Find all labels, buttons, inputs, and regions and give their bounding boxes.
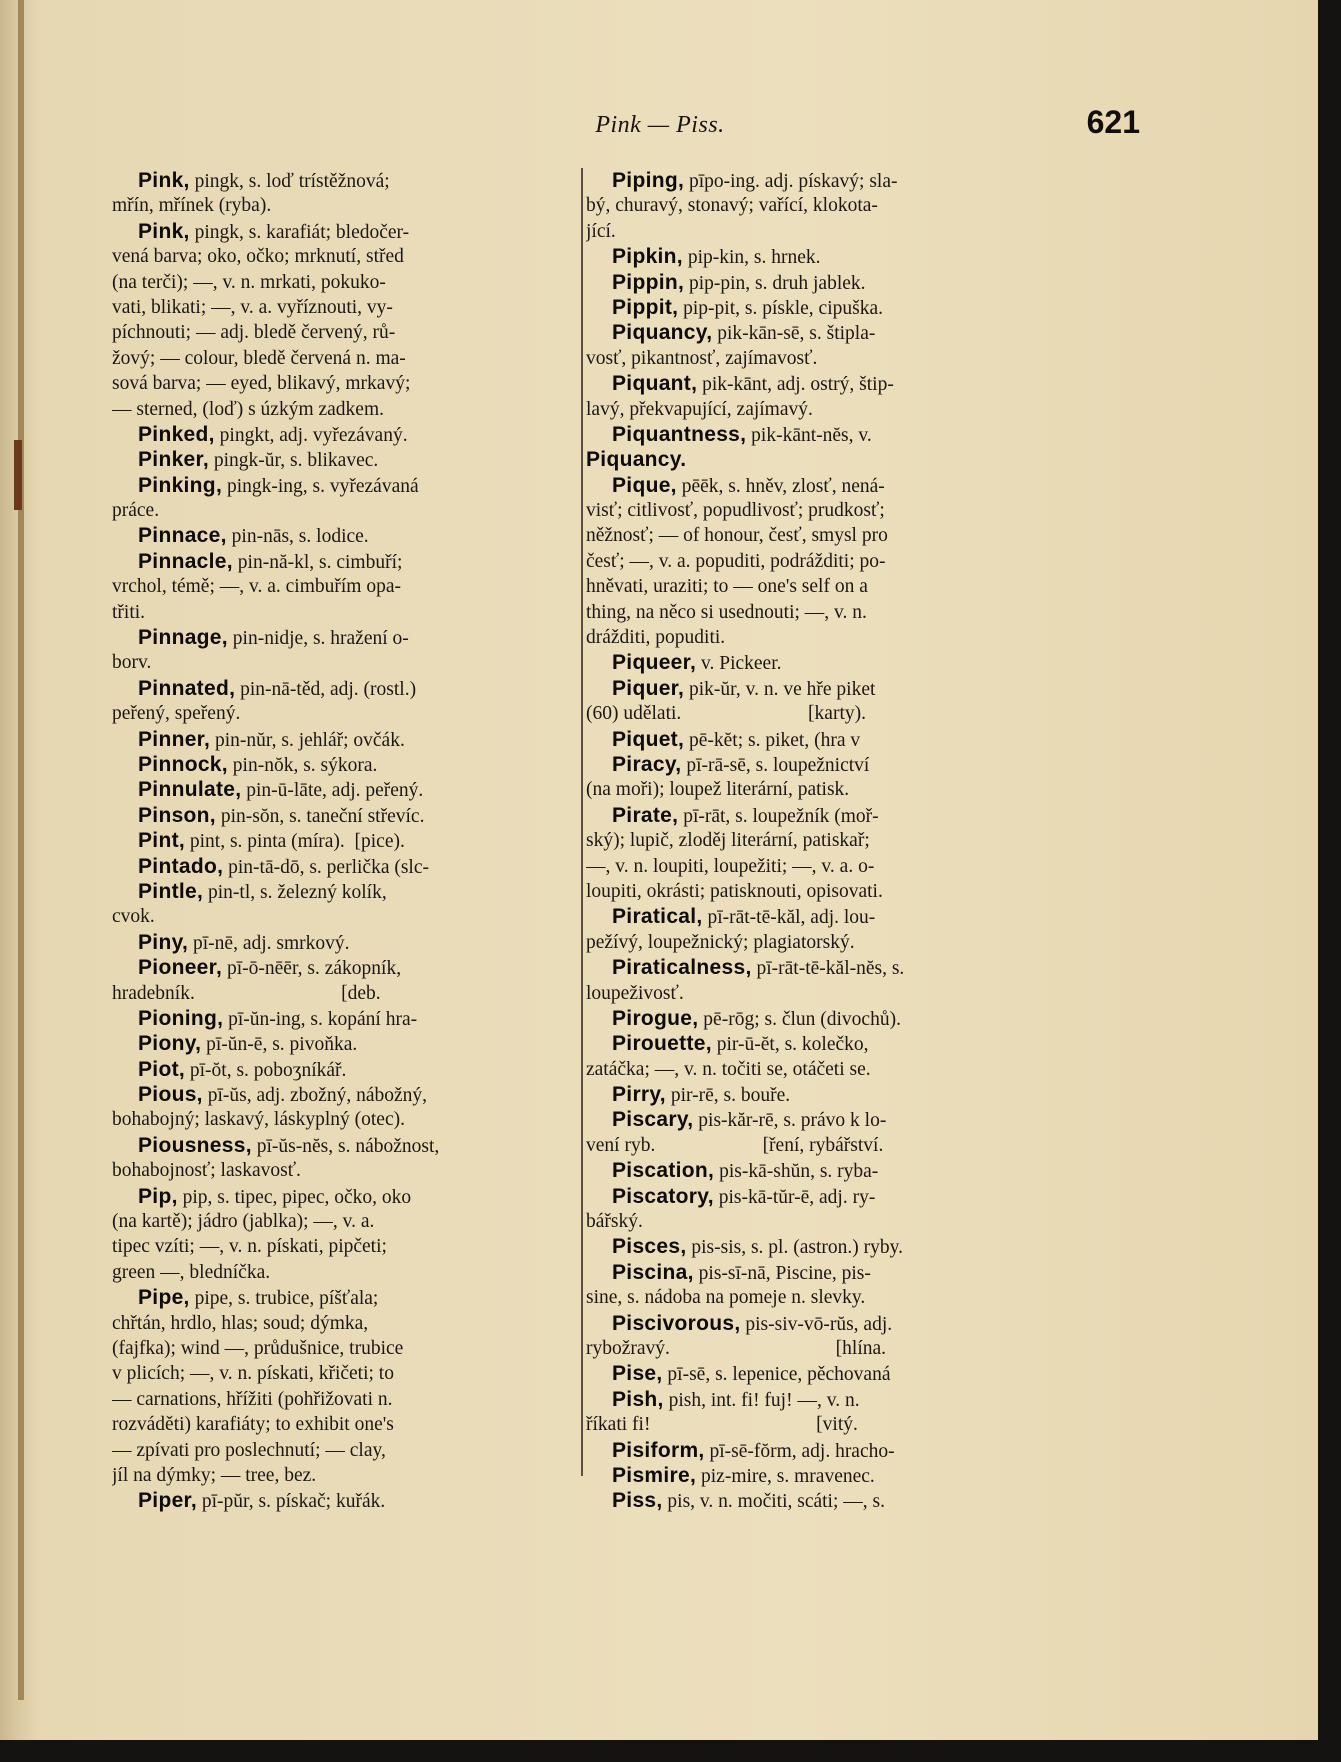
entry-text: (fajfka); wind —, průdušnice, trubice: [112, 1337, 404, 1359]
entry-text: pish, int. fi! fuj! —, v. n.: [663, 1389, 860, 1411]
entry-text: pī-rāt-tē-kăl, adj. lou-: [702, 907, 876, 929]
dictionary-entry-line: [112, 803, 578, 828]
entry-continuation-line: [586, 600, 1056, 625]
entry-text: píchnouti; — adj. bledě červený, rů-: [112, 322, 396, 344]
entry-text: pī-rā-sē, s. loupežnictví: [681, 754, 870, 776]
dictionary-entry-line: [586, 1107, 1056, 1132]
entry-text: žový; — colour, bledě červená n. ma-: [112, 347, 406, 369]
dictionary-entry-line: [112, 1057, 578, 1082]
headword: Pisces,: [612, 1235, 687, 1259]
headword: Piquant,: [612, 372, 698, 396]
dictionary-entry-line: [586, 1184, 1056, 1209]
headword: Pish,: [612, 1387, 664, 1411]
entry-text: rozváděti) karafiáty; to exhibit one's: [112, 1414, 394, 1436]
page-header: [140, 104, 1140, 144]
headword: Pintle,: [138, 879, 204, 903]
entry-continuation-line: [112, 1412, 578, 1437]
page-number: 621: [1086, 104, 1140, 140]
entry-text: (na kartě); jádro (jablka); —, v. a.: [112, 1211, 375, 1233]
dictionary-entry-line: [586, 168, 1056, 193]
entry-text: pik-kānt, adj. ostrý, štip-: [697, 374, 894, 396]
dictionary-entry-line: [586, 270, 1056, 295]
entry-continuation-line: [112, 1387, 578, 1412]
headword: Pique,: [612, 473, 677, 497]
entry-text: pē-rōg; s. člun (divochů).: [698, 1008, 901, 1030]
entry-text: pip-pit, s. pískle, cipuška.: [678, 297, 883, 319]
entry-text: pin-tl, s. železný kolík,: [203, 881, 387, 903]
dictionary-entry-line: [586, 447, 1056, 472]
dictionary-entry-line: [112, 219, 578, 244]
entry-text: tipec vzíti; —, v. n. pískati, pipčeti;: [112, 1236, 387, 1258]
dictionary-entry-line: [586, 320, 1056, 345]
headword: Piratical,: [612, 905, 703, 929]
entry-text: pint, s. pinta (míra). [pice).: [185, 831, 405, 853]
entry-continuation-line: [586, 777, 1056, 802]
entry-text: — sterned, (loď) s úzkým zadkem.: [112, 398, 384, 420]
dictionary-entry-line: [112, 473, 578, 498]
entry-text: vená barva; oko, očko; mrknutí, střed: [112, 246, 404, 268]
entry-text: pip, s. tipec, pipec, očko, oko: [177, 1186, 412, 1208]
entry-text: pin-nŭr, s. jehlář; ovčák.: [210, 729, 405, 751]
headword: Pinnacle,: [138, 549, 233, 573]
entry-continuation-line: [112, 701, 578, 726]
headword: Pip,: [138, 1184, 178, 1208]
headword: Piping,: [612, 169, 685, 192]
entry-text: v. Pickeer.: [696, 653, 782, 675]
dictionary-entry-line: [112, 549, 578, 574]
entry-continuation-line: [112, 346, 578, 371]
entry-continuation-line: [586, 397, 1056, 422]
entry-text: pis-kăr-rē, s. právo k lo-: [693, 1110, 887, 1132]
headword: Pipe,: [138, 1286, 190, 1310]
dictionary-entry-line: [586, 650, 1056, 675]
headword: Pinson,: [138, 803, 216, 827]
entry-text: pī-rāt-tē-kăl-nĕs, s.: [751, 958, 905, 980]
entry-continuation-line: [112, 397, 578, 422]
entry-text: pī-ŭs-nĕs, s. nábožnost,: [251, 1135, 440, 1157]
entry-continuation-line: [586, 1412, 1056, 1437]
headword: Piqueer,: [612, 651, 697, 675]
entry-text: pir-ū-ĕt, s. kolečko,: [711, 1034, 869, 1056]
dictionary-entry-line: [586, 1463, 1056, 1488]
entry-text: pin-nŏk, s. sýkora.: [227, 754, 378, 776]
entry-text: pin-nă-kl, s. cimbuří;: [232, 551, 403, 573]
dictionary-entry-line: [586, 244, 1056, 269]
entry-text: (na terči); —, v. n. mrkati, pokuko-: [112, 271, 386, 293]
dictionary-entry-line: [112, 625, 578, 650]
headword: Pismire,: [612, 1463, 697, 1487]
headword: Piscina,: [612, 1260, 694, 1284]
entry-text: bý, churavý, stonavý; vařící, klokota-: [586, 195, 878, 217]
entry-text: pīpo-ing. adj. pískavý; sla-: [684, 171, 898, 192]
entry-text: — zpívati pro poslechnutí; — clay,: [112, 1439, 386, 1461]
entry-text: vati, blikati; —, v. a. vyříznouti, vy-: [112, 296, 393, 318]
dictionary-entry-line: [586, 1311, 1056, 1336]
running-head: Pink — Piss.: [595, 112, 725, 138]
entry-text: pī-sē, s. lepenice, pěchovaná: [662, 1364, 891, 1386]
right-column: [586, 168, 1056, 1514]
headword: Pirogue,: [612, 1006, 699, 1030]
headword: Pious,: [138, 1083, 203, 1107]
entry-text: pis-sis, s. pl. (astron.) ryby.: [686, 1237, 903, 1259]
entry-text: pip-pin, s. druh jablek.: [684, 272, 866, 294]
entry-text: pī-nē, adj. smrkový.: [188, 932, 350, 954]
entry-continuation-line: [586, 574, 1056, 599]
dictionary-entry-line: [586, 1438, 1056, 1463]
headword: Pirouette,: [612, 1032, 712, 1056]
entry-continuation-line: [586, 879, 1056, 904]
entry-text: —, v. n. loupiti, loupežiti; —, v. a. o-: [586, 855, 875, 877]
headword: Pippin,: [612, 270, 685, 294]
entry-text: hněvati, uraziti; to — one's self on a: [586, 576, 868, 598]
entry-continuation-line: [586, 701, 1056, 726]
entry-text: pē-kĕt; s. piket, (hra v: [684, 729, 861, 751]
headword: Piquantness,: [612, 422, 747, 446]
entry-text: třiti.: [112, 601, 146, 623]
entry-continuation-line: [112, 1260, 578, 1285]
dictionary-entry-line: [112, 1488, 578, 1513]
entry-text: rybožravý. [hlína.: [586, 1337, 887, 1359]
dictionary-entry-line: [112, 879, 578, 904]
entry-continuation-line: [586, 193, 1056, 218]
dictionary-entry-line: [112, 523, 578, 548]
entry-text: říkati fi! [vitý.: [586, 1414, 858, 1436]
dictionary-entry-line: [586, 676, 1056, 701]
entry-text: pin-nidje, s. hražení o-: [227, 628, 409, 650]
entry-continuation-line: [112, 1107, 578, 1132]
dictionary-entry-line: [586, 473, 1056, 498]
entry-text: pingk, s. karafiát; bledočer-: [189, 221, 410, 243]
entry-continuation-line: [112, 600, 578, 625]
dictionary-entry-line: [586, 1260, 1056, 1285]
headword: Piscary,: [612, 1108, 694, 1132]
entry-continuation-line: [112, 193, 578, 218]
entry-text: mřín, mřínek (ryba).: [112, 195, 272, 217]
headword: Piquancy,: [612, 321, 713, 345]
entry-text: pis-kā-tŭr-ē, adj. ry-: [713, 1186, 876, 1208]
headword: Piquet,: [612, 727, 685, 751]
headword: Pinnock,: [138, 752, 228, 776]
entry-continuation-line: [586, 930, 1056, 955]
dictionary-entry-line: [586, 1234, 1056, 1259]
headword: Pinked,: [138, 422, 215, 446]
dictionary-entry-line: [112, 676, 578, 701]
entry-text: pingkt, adj. vyřezávaný.: [214, 424, 408, 446]
entry-continuation-line: [112, 981, 578, 1006]
entry-text: sine, s. nádoba na pomeje n. slevky.: [586, 1287, 866, 1309]
page-gutter: [18, 0, 24, 1700]
entry-text: pežívý, loupežnický; plagiatorský.: [586, 931, 855, 953]
entry-text: hradebník. [deb.: [112, 982, 381, 1004]
dictionary-entry-line: [586, 1031, 1056, 1056]
entry-continuation-line: [112, 295, 578, 320]
headword: Pinker,: [138, 448, 209, 472]
headword: Pint,: [138, 829, 185, 853]
headword: Piscatory,: [612, 1184, 714, 1208]
entry-text: pī-ō-nēēr, s. zákopník,: [222, 958, 402, 980]
entry-continuation-line: [112, 1438, 578, 1463]
entry-continuation-line: [586, 523, 1056, 548]
entry-text: pī-rāt, s. loupežník (moř-: [678, 805, 879, 827]
dictionary-entry-line: [112, 777, 578, 802]
entry-continuation-line: [586, 1057, 1056, 1082]
dictionary-entry-line: [586, 1006, 1056, 1031]
headword: Pink,: [138, 169, 190, 192]
dictionary-entry-line: [112, 1006, 578, 1031]
headword: Pinnulate,: [138, 778, 242, 802]
entry-text: pingk-ing, s. vyřezávaná: [222, 475, 419, 497]
entry-text: zatáčka; —, v. n. točiti se, otáčeti se.: [586, 1058, 871, 1080]
entry-text: pin-nā-těd, adj. (rostl.): [235, 678, 417, 700]
dictionary-entry-line: [112, 955, 578, 980]
entry-text: chřtán, hrdlo, hlas; soud; dýmka,: [112, 1312, 369, 1334]
entry-continuation-line: [586, 1336, 1056, 1361]
entry-continuation-line: [586, 1133, 1056, 1158]
entry-text: pin-nās, s. lodice.: [226, 526, 369, 548]
dictionary-entry-line: [586, 727, 1056, 752]
entry-continuation-line: [586, 498, 1056, 523]
entry-text: pī-sē-fŏrm, adj. hracho-: [704, 1440, 895, 1462]
dictionary-entry-line: [586, 422, 1056, 447]
dictionary-entry-line: [586, 1158, 1056, 1183]
entry-text: pin-tā-dō, s. perlička (slc-: [223, 856, 429, 878]
dictionary-entry-line: [586, 752, 1056, 777]
entry-continuation-line: [112, 498, 578, 523]
entry-text: drážditi, popuditi.: [586, 627, 726, 649]
dictionary-entry-line: [112, 828, 578, 853]
entry-text: — carnations, hřížiti (pohřižovati n.: [112, 1388, 393, 1410]
entry-text: pik-kān-sē, s. štipla-: [712, 323, 876, 345]
entry-text: něžnosť; — of honour, česť, smysl pro: [586, 525, 888, 547]
entry-continuation-line: [112, 244, 578, 269]
dictionary-entry-line: [112, 447, 578, 472]
entry-text: pingk-ŭr, s. blikavec.: [208, 450, 379, 472]
entry-text: ský); lupič, zloděj literární, patiskař;: [586, 830, 870, 852]
entry-text: vosť, pikantnosť, zajímavosť.: [586, 347, 818, 369]
headword: Pink,: [138, 219, 190, 243]
entry-text: vení ryb. [ření, rybářství.: [586, 1134, 884, 1156]
headword: Pisiform,: [612, 1438, 705, 1462]
headword: Piony,: [138, 1032, 202, 1056]
dictionary-entry-line: [586, 955, 1056, 980]
headword: Pintado,: [138, 854, 224, 878]
entry-text: piz-mire, s. mravenec.: [696, 1465, 875, 1487]
entry-text: česť; —, v. a. popuditi, podrážditi; po-: [586, 550, 886, 572]
dictionary-entry-line: [586, 904, 1056, 929]
entry-text: v plicích; —, v. n. pískati, křičeti; to: [112, 1363, 394, 1385]
dictionary-entry-line: [112, 422, 578, 447]
headword: Pinnated,: [138, 676, 236, 700]
column-divider: [581, 168, 583, 1476]
left-column: [112, 168, 578, 1514]
entry-text: bářský.: [586, 1211, 643, 1233]
entry-continuation-line: [586, 549, 1056, 574]
headword: Pise,: [612, 1362, 663, 1386]
dictionary-entry-line: [586, 1082, 1056, 1107]
entry-text: pip-kin, s. hrnek.: [682, 247, 821, 269]
entry-continuation-line: [112, 1234, 578, 1259]
entry-continuation-line: [586, 625, 1056, 650]
headword: Piss,: [612, 1489, 663, 1513]
entry-continuation-line: [586, 1209, 1056, 1234]
entry-continuation-line: [112, 1463, 578, 1488]
entry-text: pis, v. n. močiti, scáti; —, s.: [662, 1491, 885, 1513]
headword: Piquancy.: [586, 448, 687, 472]
entry-text: pir-rē, s. bouře.: [665, 1085, 791, 1107]
entry-text: pis-kā-shŭn, s. ryba-: [714, 1161, 879, 1183]
dictionary-entry-line: [112, 1082, 578, 1107]
entry-text: (na moři); loupež literární, patisk.: [586, 779, 850, 801]
entry-text: borv.: [112, 652, 152, 674]
entry-text: pik-kānt-nĕs, v.: [746, 424, 872, 446]
entry-text: pik-ŭr, v. n. ve hře piket: [684, 678, 876, 700]
headword: Piscivorous,: [612, 1311, 741, 1335]
dictionary-entry-line: [112, 1184, 578, 1209]
headword: Pioneer,: [138, 956, 223, 980]
entry-continuation-line: [112, 1158, 578, 1183]
dictionary-entry-line: [112, 854, 578, 879]
entry-continuation-line: [586, 1285, 1056, 1310]
entry-continuation-line: [112, 574, 578, 599]
headword: Piquer,: [612, 676, 685, 700]
entry-text: pī-ŭn-ing, s. kopání hra-: [223, 1008, 418, 1030]
entry-text: pis-sī-nā, Piscine, pis-: [693, 1262, 871, 1284]
entry-continuation-line: [112, 904, 578, 929]
entry-text: pēēk, s. hněv, zlosť, nená-: [676, 475, 885, 497]
entry-text: lavý, překvapující, zajímavý.: [586, 398, 813, 420]
entry-text: jíl na dýmky; — tree, bez.: [112, 1464, 317, 1486]
entry-text: vrchol, témě; —, v. a. cimbuřím opa-: [112, 576, 401, 598]
entry-text: bohabojnosť; laskavosť.: [112, 1160, 301, 1182]
entry-text: sová barva; — eyed, blikavý, mrkavý;: [112, 373, 411, 395]
entry-continuation-line: [112, 320, 578, 345]
headword: Pipkin,: [612, 245, 683, 269]
entry-text: cvok.: [112, 906, 155, 928]
entry-continuation-line: [586, 981, 1056, 1006]
headword: Pinnage,: [138, 626, 228, 650]
dictionary-entry-line: [586, 371, 1056, 396]
entry-continuation-line: [586, 346, 1056, 371]
entry-continuation-line: [112, 1209, 578, 1234]
entry-continuation-line: [112, 1361, 578, 1386]
entry-continuation-line: [112, 371, 578, 396]
dictionary-entry-line: [586, 1361, 1056, 1386]
headword: Piraticalness,: [612, 956, 752, 980]
entry-continuation-line: [586, 854, 1056, 879]
entry-continuation-line: [112, 1311, 578, 1336]
entry-text: pipe, s. trubice, píšťala;: [189, 1288, 379, 1310]
dictionary-entry-line: [112, 1133, 578, 1158]
dictionary-entry-line: [112, 1285, 578, 1310]
dictionary-entry-line: [112, 930, 578, 955]
headword: Piot,: [138, 1057, 185, 1081]
dictionary-entry-line: [586, 295, 1056, 320]
headword: Pirate,: [612, 803, 679, 827]
entry-text: pī-pŭr, s. pískač; kuřák.: [197, 1491, 386, 1513]
headword: Pioning,: [138, 1006, 224, 1030]
headword: Pinner,: [138, 727, 211, 751]
entry-text: green —, bledníčka.: [112, 1261, 271, 1283]
entry-text: loupeživosť.: [586, 982, 684, 1004]
headword: Pinking,: [138, 473, 223, 497]
entry-continuation-line: [112, 650, 578, 675]
headword: Piscation,: [612, 1159, 715, 1183]
entry-continuation-line: [586, 828, 1056, 853]
entry-text: jící.: [586, 220, 616, 242]
binding-mark: [14, 440, 22, 510]
dictionary-entry-line: [586, 1387, 1056, 1412]
entry-continuation-line: [112, 270, 578, 295]
entry-text: bohabojný; laskavý, láskyplný (otec).: [112, 1109, 405, 1131]
entry-text: peřený, speřený.: [112, 703, 241, 725]
entry-text: visť; citlivosť, popudlivosť; prudkosť;: [586, 500, 885, 522]
dictionary-entry-line: [112, 1031, 578, 1056]
dictionary-entry-line: [112, 752, 578, 777]
dictionary-entry-line: [112, 727, 578, 752]
entry-text: thing, na něco si usednouti; —, v. n.: [586, 601, 867, 623]
headword: Pippit,: [612, 295, 679, 319]
entry-continuation-line: [112, 1336, 578, 1361]
headword: Pirry,: [612, 1083, 666, 1107]
headword: Piracy,: [612, 752, 682, 776]
headword: Piny,: [138, 930, 189, 954]
entry-text: pī-ŭs, adj. zbožný, nábožný,: [202, 1085, 428, 1107]
entry-text: loupiti, okrásti; patisknouti, opisovati.: [586, 880, 883, 902]
entry-text: pis-siv-vō-rŭs, adj.: [740, 1313, 893, 1335]
entry-text: pī-ŏt, s. poboʒníkář.: [185, 1059, 347, 1081]
dictionary-entry-line: [586, 803, 1056, 828]
headword: Piousness,: [138, 1133, 252, 1157]
entry-text: pin-ū-lāte, adj. peřený.: [241, 780, 424, 802]
entry-text: pin-sŏn, s. taneční střevíc.: [215, 805, 425, 827]
entry-text: pī-ŭn-ē, s. pivoňka.: [201, 1034, 358, 1056]
entry-text: pingk, s. loď trístěžnová;: [189, 171, 390, 192]
dictionary-entry-line: [112, 168, 578, 193]
entry-continuation-line: [586, 219, 1056, 244]
entry-text: práce.: [112, 500, 160, 522]
headword: Pinnace,: [138, 524, 227, 548]
headword: Piper,: [138, 1489, 197, 1513]
entry-text: (60) udělati. [karty).: [586, 703, 866, 725]
dictionary-entry-line: [586, 1488, 1056, 1513]
